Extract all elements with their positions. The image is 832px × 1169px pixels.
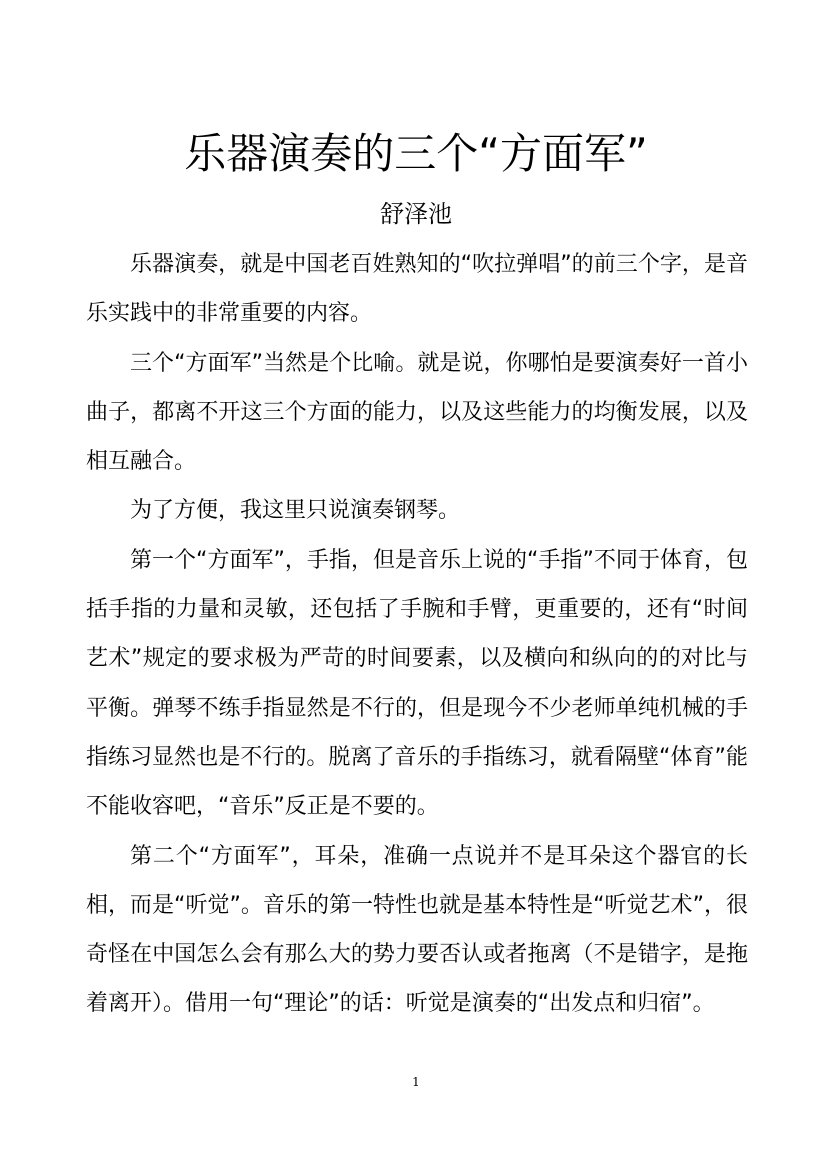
paragraph: 为了方便，我这里只说演奏钢琴。: [130, 498, 461, 524]
author-name: 舒泽池: [380, 200, 452, 228]
page-number: 1: [412, 1075, 420, 1089]
paragraph: 乐器演奏，就是中国老百姓熟知的“吹拉弹唱”的前三个字，是音乐实践中的非常重要的内容。: [86, 252, 748, 327]
paragraph: 第二个“方面军”，耳朵，准确一点说并不是耳朵这个器官的长相，而是“听觉”。音乐的第一特性也就是基本特性是“听觉艺术”，很奇怪在中国怎么会有那么大的势力要否认或者拖离（不是错字，是拖着离开）。借用一句“理论”的话：听觉是演奏的“出发点和归宿”。: [86, 843, 748, 1017]
paragraph: 三个“方面军”当然是个比喻。就是说，你哪怕是要演奏好一首小曲子，都离不开这三个方面的能力，以及这些能力的均衡发展，以及相互融合。: [86, 350, 748, 475]
page-title: 乐器演奏的三个“方面军”: [184, 129, 648, 178]
paragraph: 第一个“方面军”，手指，但是音乐上说的“手指”不同于体育，包括手指的力量和灵敏，还包括了手腕和手臂，更重要的，还有“时间艺术”规定的要求极为严苛的时间要素，以及横向和纵向的的对比与平衡。弹琴不练手指显然是不行的，但是现今不少老师单纯机械的手指练习显然也是不行的。脱离了音乐的手指练习，就看隔壁“体育”能不能收容吧，“音乐”反正是不要的。: [86, 547, 748, 820]
article-body: [86, 240, 748, 1029]
